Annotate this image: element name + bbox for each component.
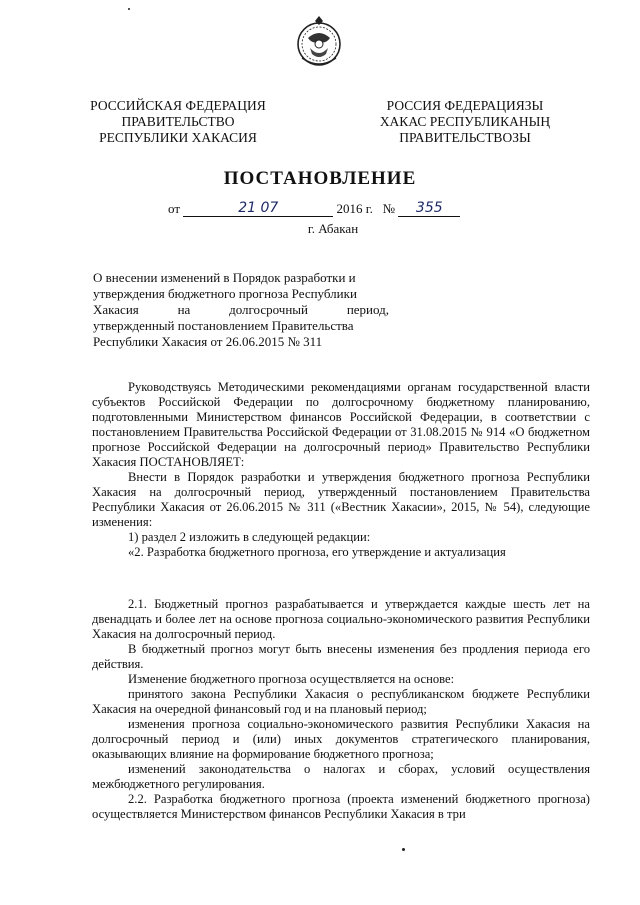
date-handwritten: 21 07 xyxy=(183,202,333,217)
header-left xyxy=(78,98,278,146)
subject-line: О внесении изменений в Порядок разработки и xyxy=(93,270,356,285)
year: 2016 г. xyxy=(336,201,373,216)
header-right xyxy=(360,98,570,146)
number-sign: № xyxy=(382,201,396,216)
coat-of-arms-emblem xyxy=(296,14,342,68)
paragraph: 2.1. Бюджетный прогноз разрабатывается и утверждается каждые шесть лет на двенадцать и более лет на основе прогноза социально-экономического развития Республики Хакасия на долгосрочный период. xyxy=(92,597,590,641)
subject-block xyxy=(93,270,389,350)
header-left-line: ПРАВИТЕЛЬСТВО xyxy=(121,114,235,129)
paragraph: «2. Разработка бюджетного прогноза, его утверждение и актуализация xyxy=(128,545,506,559)
subject-line: Республики Хакасия от 26.06.2015 № 311 xyxy=(93,334,323,349)
date-prefix: от xyxy=(168,201,181,216)
paragraph: Руководствуясь Методическими рекомендациями органам государственной власти субъектов Российской Федерации по долгосрочному бюджетному планированию, подготовленными Министерством финансов Российской Федерации, в соответствии с постановлением Правительства Российской Федерации от 31.08.2015 № 914 «О бюджетном прогнозе Российской Федерации на долгосрочный период» Правительство Республики Хакасия ПОСТАНОВЛЯЕТ: xyxy=(92,380,590,469)
paragraph: изменения прогноза социально-экономического развития Республики Хакасия на долгосрочный период и (или) иных документов стратегического планирования, оказывающих влияние на формирование бюджетного прогноза; xyxy=(92,717,590,761)
paragraph: принятого закона Республики Хакасия о республиканском бюджете Республики Хакасия на очередной финансовый год и на плановый период; xyxy=(92,687,590,716)
date-line xyxy=(168,201,460,217)
khakassia-coat-of-arms-icon xyxy=(296,14,342,68)
header-right-line: ХАКАС РЕСПУБЛИКАНЫҢ xyxy=(379,114,551,129)
city: г. Абакан xyxy=(307,221,359,236)
paragraph: В бюджетный прогноз могут быть внесены изменения без продления периода его действия. xyxy=(92,642,590,671)
scan-dot xyxy=(402,848,405,851)
body-block-1 xyxy=(92,380,590,560)
header-left-line: РОССИЙСКАЯ ФЕДЕРАЦИЯ xyxy=(90,98,266,113)
body-block-2 xyxy=(92,597,590,822)
number-handwritten: 355 xyxy=(398,202,460,217)
paragraph: изменений законодательства о налогах и сборах, условий осуществления межбюджетного регулирования. xyxy=(92,762,590,791)
paragraph: 2.2. Разработка бюджетного прогноза (проекта изменений бюджетного прогноза) осуществляется Министерством финансов Республики Хакасия в три xyxy=(92,792,590,821)
paragraph: 1) раздел 2 изложить в следующей редакции: xyxy=(128,530,371,544)
header-right-line: РОССИЯ ФЕДЕРАЦИЯЗЫ xyxy=(386,98,544,113)
subject-line: Хакасия на долгосрочный период, xyxy=(93,302,389,317)
subject-line: утвержденный постановлением Правительства xyxy=(93,318,354,333)
header-right-line: ПРАВИТЕЛЬСТВОЗЫ xyxy=(399,130,531,145)
paragraph: Изменение бюджетного прогноза осуществляется на основе: xyxy=(128,672,455,686)
subject-line: утверждения бюджетного прогноза Республики xyxy=(93,286,357,301)
document-title: ПОСТАНОВЛЕНИЕ xyxy=(223,168,417,189)
header-left-line: РЕСПУБЛИКИ ХАКАСИЯ xyxy=(99,130,257,145)
scan-mark xyxy=(128,8,130,10)
paragraph: Внести в Порядок разработки и утверждения бюджетного прогноза Республики Хакасия на долгосрочный период, утвержденный постановлением Правительства Республики Хакасия от 26.06.2015 № 311 («Вестник Хакасии», 2015, № 54), следующие изменения: xyxy=(92,470,590,529)
